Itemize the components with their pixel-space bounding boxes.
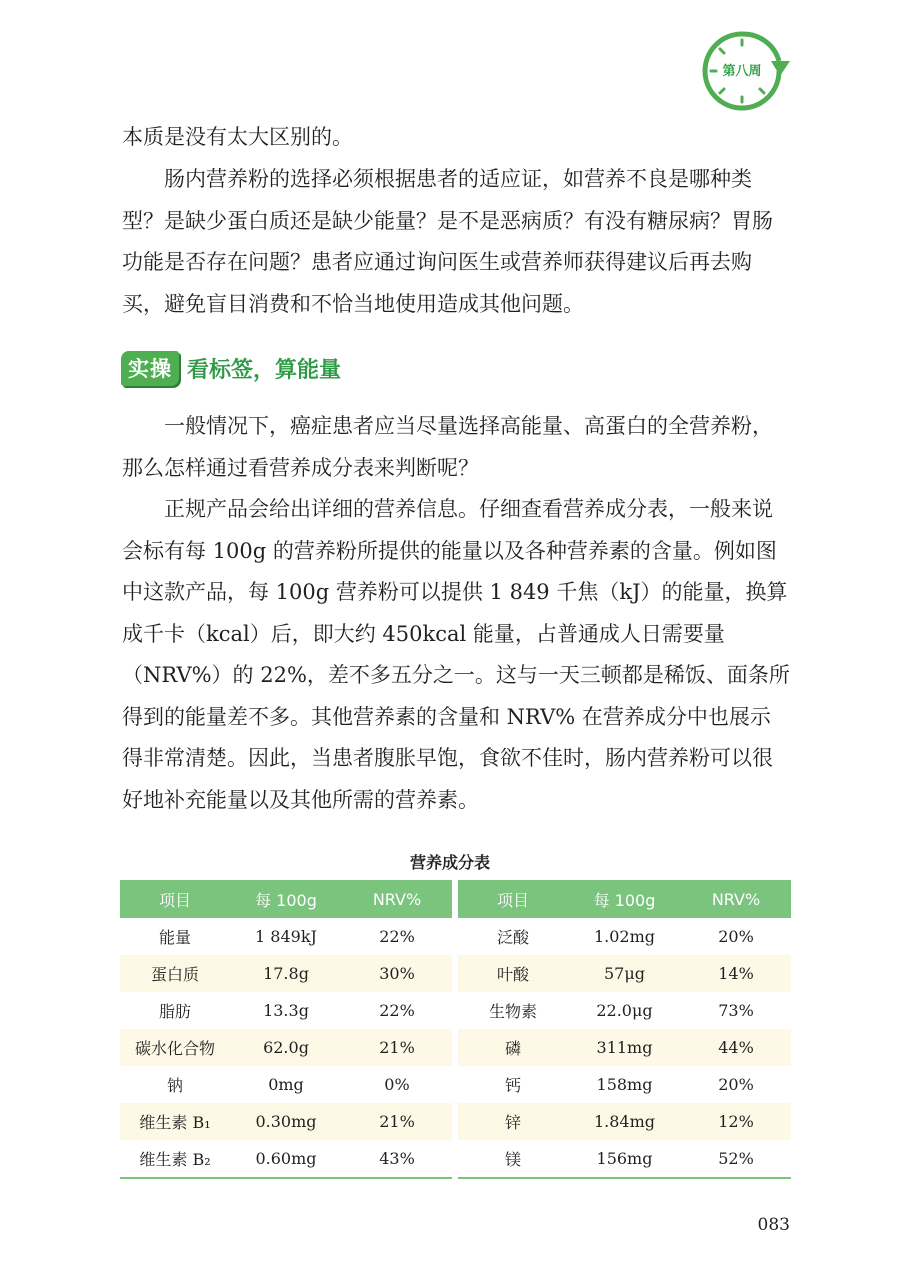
nrv-cell: 73% (718, 1001, 754, 1020)
practice-tag: 实操 (121, 351, 179, 386)
item-cell: 磷 (458, 1029, 568, 1066)
amount-cell: 57μg (568, 955, 681, 992)
amount-cell: 13.3g (263, 1001, 309, 1020)
amount-cell: 62.0g (230, 1029, 342, 1066)
section-title: 看标签，算能量 (187, 357, 342, 383)
amount-cell: 0.30mg (230, 1103, 342, 1140)
table-row (120, 1140, 452, 1178)
table-row (120, 1029, 452, 1066)
table-header-row (120, 880, 452, 918)
nrv-cell: 22% (379, 927, 415, 946)
nrv-cell: 20% (718, 1075, 754, 1094)
header-nrv: NRV% (342, 880, 452, 918)
nutrition-table-right (458, 880, 791, 1179)
item-cell: 维生素 B₁ (120, 1103, 230, 1140)
header-per-100g: 每 100g (568, 880, 681, 918)
table-row (458, 955, 791, 992)
nrv-cell: 22% (379, 1001, 415, 1020)
item-cell: 泛酸 (496, 928, 529, 947)
nrv-cell: 43% (342, 1140, 452, 1178)
nrv-cell: 20% (718, 927, 754, 946)
paragraph-intro: 一般情况下，癌症患者应当尽量选择高能量、高蛋白的全营养粉，那么怎样通过看营养成分表来判断呢？ (122, 414, 773, 480)
amount-cell: 0.60mg (230, 1140, 342, 1178)
amount-cell: 1.02mg (593, 927, 656, 946)
table-row (120, 1103, 452, 1140)
paragraph-label-reading: 正规产品会给出详细的营养信息。仔细查看营养成分表，一般来说会标有每 100g 的营养粉所提供的能量以及各种营养素的含量。例如图中这款产品，每 100g 营养粉可以提供 1 849 千焦（kJ）的能量，换算成千卡（kcal）后，即大约 450kcal 能量，占普通成人日需要量（NRV%）的 22%，差不多五分之一。这与一天三顿都是稀饭、面条所得到的能量差不多。其他营养素的含量和 NRV% 在营养成分中也展示得非常清楚。因此，当患者腹胀早饱，食欲不佳时，肠内营养粉可以很好地补充能量以及其他所需的营养素。 (122, 497, 790, 812)
item-cell: 脂肪 (158, 1002, 191, 1021)
paragraph-selection-advice: 肠内营养粉的选择必须根据患者的适应证，如营养不良是哪种类型？是缺少蛋白质还是缺少能量？是不是恶病质？有没有糖尿病？胃肠功能是否存在问题？患者应通过询问医生或营养师获得建议后再去购买，避免盲目消费和不恰当地使用造成其他问题。 (122, 167, 773, 316)
table-header-row (458, 880, 791, 918)
item-cell: 叶酸 (458, 955, 568, 992)
paragraph-continuation: 本质是没有太大区别的。 (122, 125, 353, 149)
nrv-cell: 21% (342, 1103, 452, 1140)
item-cell: 镁 (458, 1140, 568, 1178)
item-cell: 钙 (504, 1076, 521, 1095)
nutrition-table-left (120, 880, 452, 1179)
table-title: 营养成分表 (409, 853, 490, 872)
table-row (458, 1066, 791, 1103)
nrv-cell: 0% (384, 1075, 410, 1094)
header-item: 项目 (458, 880, 568, 918)
amount-cell: 311mg (568, 1029, 681, 1066)
nrv-cell: 52% (681, 1140, 791, 1178)
nrv-cell: 44% (681, 1029, 791, 1066)
amount-cell: 1 849kJ (255, 927, 317, 946)
header-item: 项目 (120, 880, 230, 918)
table-row (458, 992, 791, 1029)
page-number: 083 (757, 1215, 790, 1235)
item-cell: 碳水化合物 (120, 1029, 230, 1066)
nrv-cell: 30% (342, 955, 452, 992)
item-cell: 能量 (158, 928, 191, 947)
header-nrv: NRV% (681, 880, 791, 918)
table-row (120, 992, 452, 1029)
table-row (458, 1029, 791, 1066)
table-row (120, 1066, 452, 1103)
item-cell: 锌 (458, 1103, 568, 1140)
table-row (120, 955, 452, 992)
amount-cell: 22.0μg (596, 1001, 653, 1020)
table-row (458, 1103, 791, 1140)
amount-cell: 158mg (596, 1075, 653, 1094)
header-per-100g: 每 100g (230, 880, 342, 918)
amount-cell: 1.84mg (568, 1103, 681, 1140)
table-row (120, 918, 452, 955)
week-label: 第八周 (722, 64, 762, 79)
week-badge (698, 30, 794, 112)
nrv-cell: 14% (681, 955, 791, 992)
item-cell: 钠 (166, 1076, 183, 1095)
amount-cell: 0mg (268, 1075, 304, 1094)
item-cell: 蛋白质 (120, 955, 230, 992)
amount-cell: 156mg (568, 1140, 681, 1178)
amount-cell: 17.8g (230, 955, 342, 992)
table-row (458, 918, 791, 955)
section-heading (121, 350, 341, 386)
nrv-cell: 21% (342, 1029, 452, 1066)
item-cell: 维生素 B₂ (120, 1140, 230, 1178)
table-row (458, 1140, 791, 1178)
nrv-cell: 12% (681, 1103, 791, 1140)
item-cell: 生物素 (488, 1002, 537, 1021)
